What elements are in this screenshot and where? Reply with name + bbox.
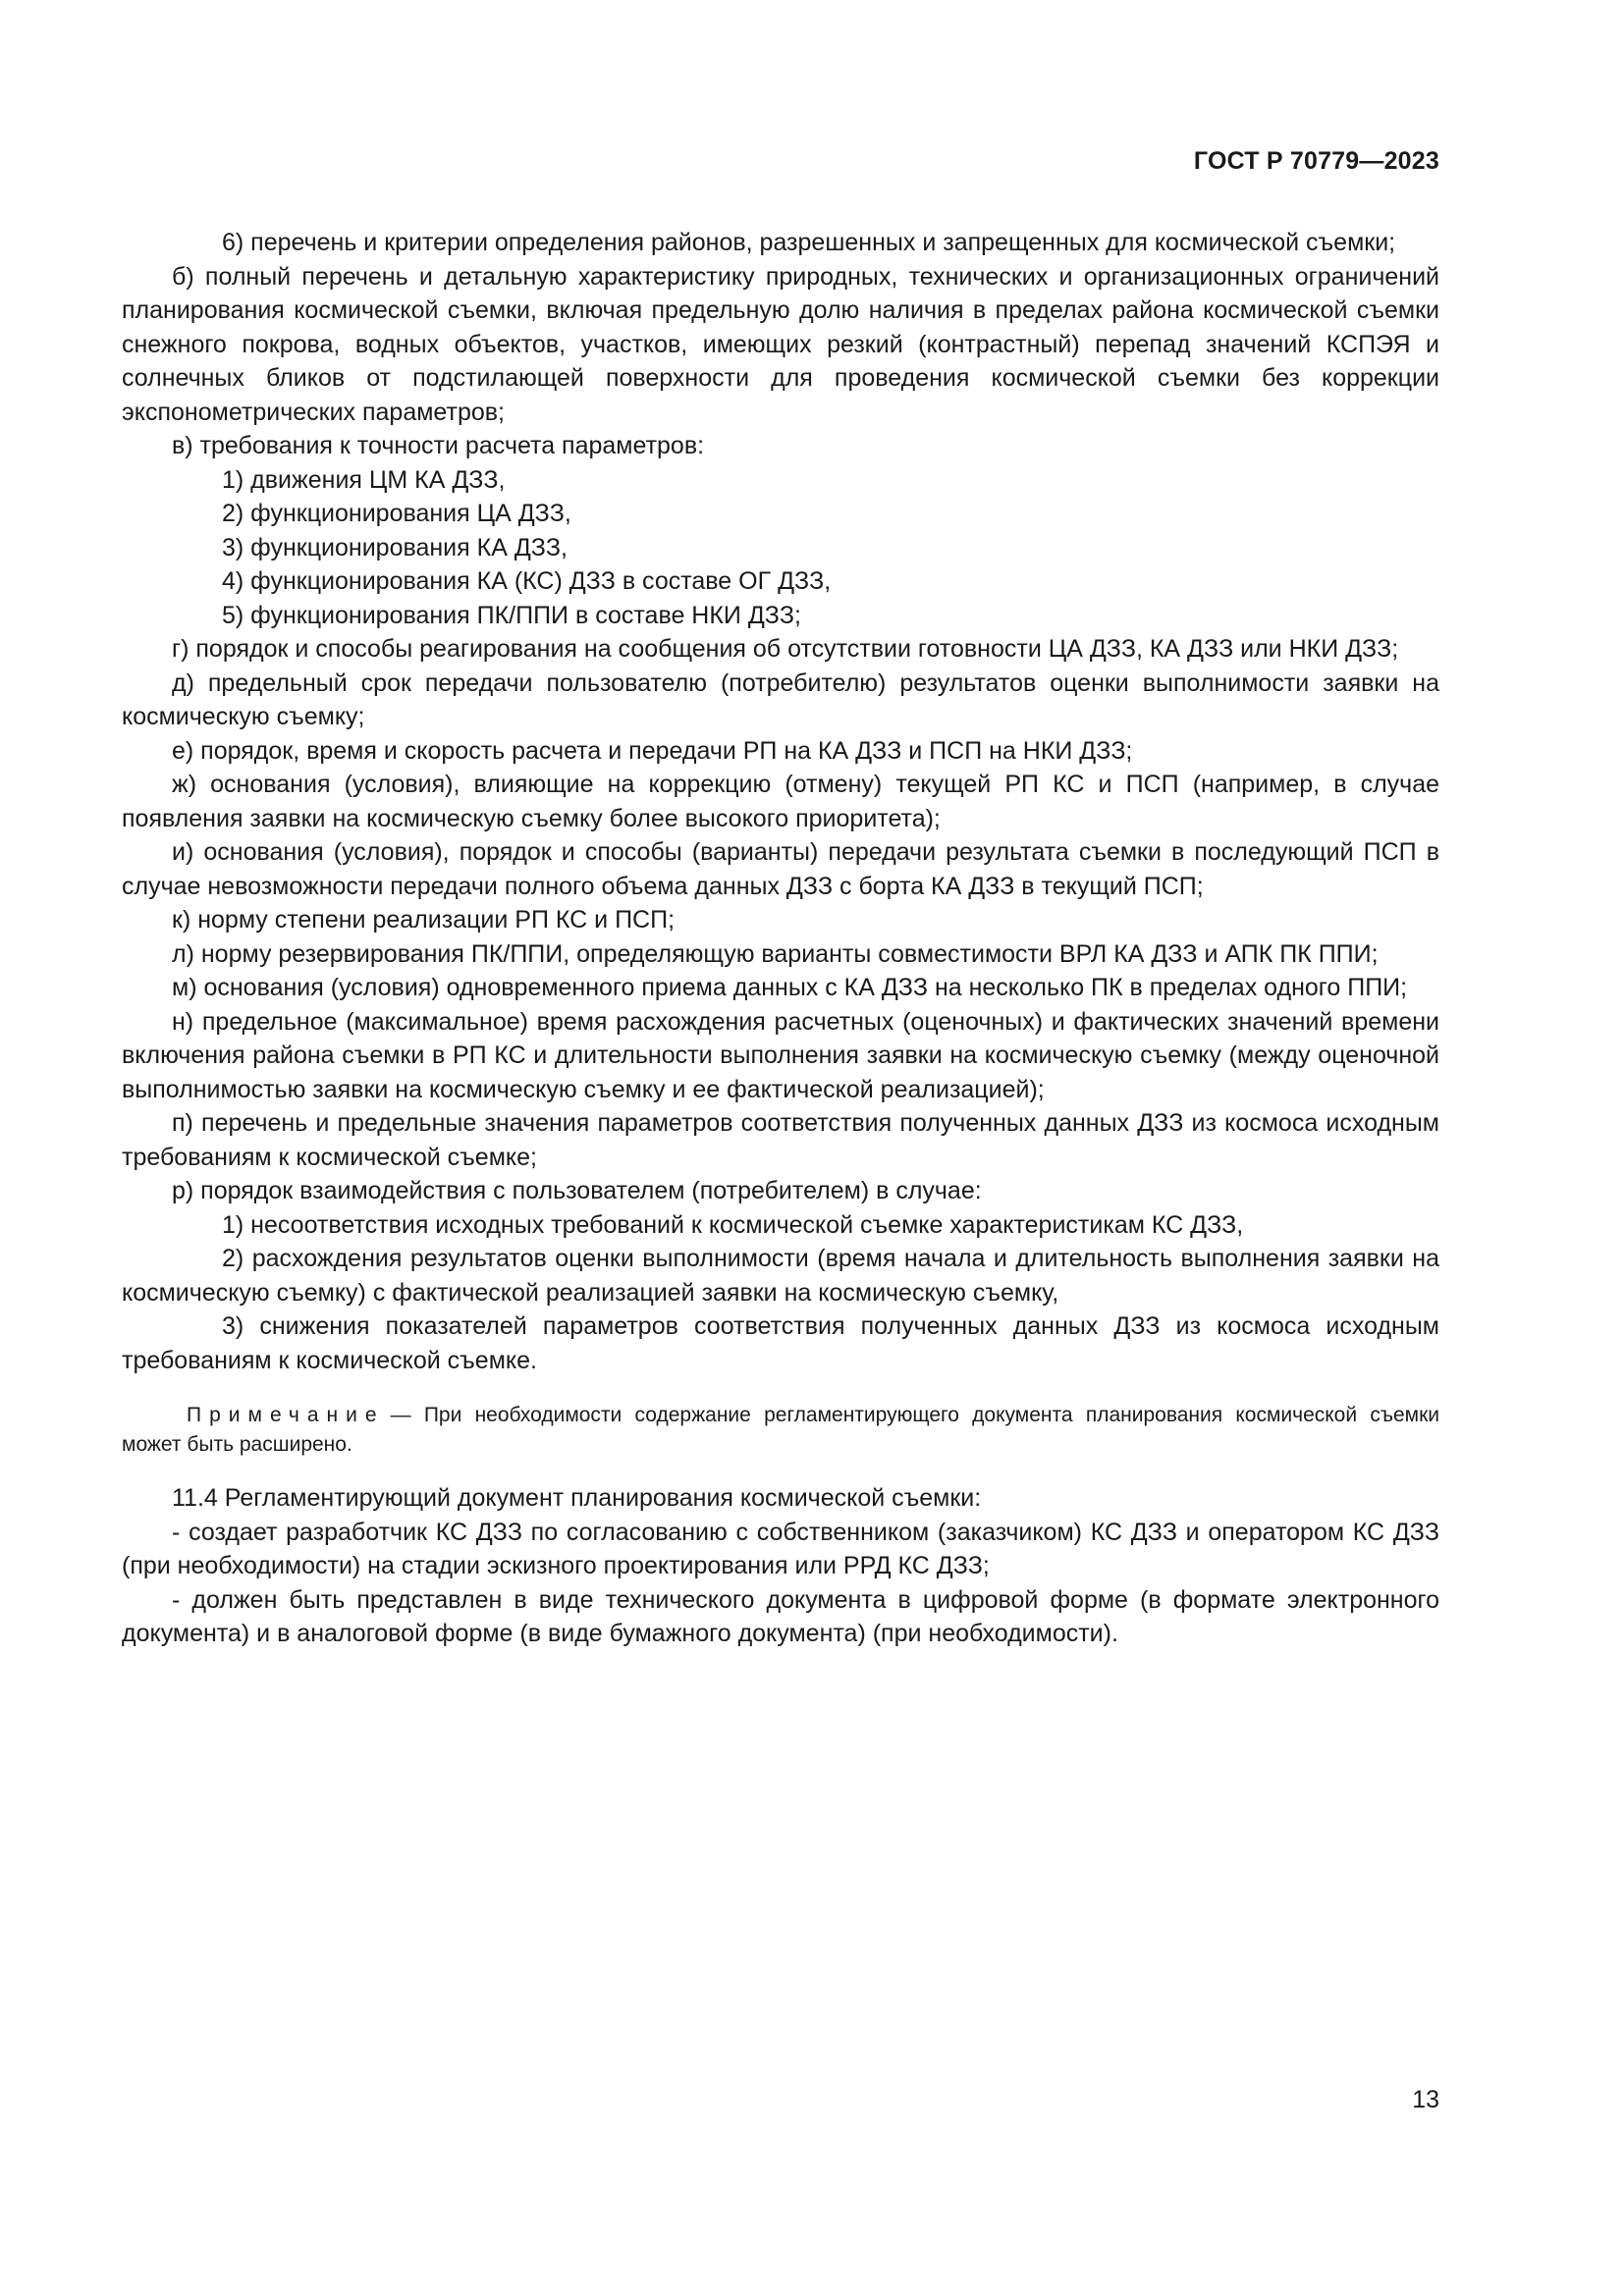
document-body xyxy=(122,226,1439,1651)
list-item-r: р) порядок взаимодействия с пользователем (потребителем) в случае: xyxy=(172,1177,982,1204)
list-item-n: н) предельное (максимальное) время расхождения расчетных (оценочных) и фактических значений времени включения района съемки в РП КС и длительности выполнения заявки на космическую съемку (между оценочной выполнимостью заявки на космическую съемку и ее фактической реализацией); xyxy=(122,1007,1439,1103)
note-paragraph xyxy=(122,1401,1439,1460)
subitem-accuracy-5: 5) функционирования ПК/ППИ в составе НКИ ДЗЗ; xyxy=(222,601,801,629)
note-label: Примечание xyxy=(187,1404,385,1426)
subitem-accuracy-2: 2) функционирования ЦА ДЗЗ, xyxy=(222,500,571,527)
section-heading: 11.4 Регламентирующий документ планирования космической съемки: xyxy=(172,1484,982,1512)
list-item-b: б) полный перечень и детальную характеристику природных, технических и организационных ограничений планирования космической съемки, включая предельную долю наличия в пределах района космической съемки снежного покрова, водных объектов, участков, имеющих резкий (контрастный) перепад значений КСПЭЯ и солнечных бликов от подстилающей поверхности для проведения космической съемки без коррекции экспонометрических параметров; xyxy=(122,262,1439,426)
list-item-zh: ж) основания (условия), влияющие на коррекцию (отмену) текущей РП КС и ПСП (например, в случае появления заявки на космическую съемку более высокого приоритета); xyxy=(122,771,1439,832)
note-text: — При необходимости содержание регламентирующего документа планирования космической съемки может быть расширено. xyxy=(122,1404,1439,1456)
list-item-g: г) порядок и способы реагирования на сообщения об отсутствии готовности ЦА ДЗЗ, КА ДЗЗ или НКИ ДЗЗ; xyxy=(172,635,1399,663)
page-number: 13 xyxy=(1412,2086,1439,2113)
subitem-interaction-1: 1) несоответствия исходных требований к космической съемке характеристикам КС ДЗЗ, xyxy=(222,1210,1244,1239)
list-item-k: к) норму степени реализации РП КС и ПСП; xyxy=(172,906,676,934)
list-item-v: в) требования к точности расчета параметров: xyxy=(172,432,705,459)
subitem-accuracy-4: 4) функционирования КА (КС) ДЗЗ в составе ОГ ДЗЗ, xyxy=(222,567,832,595)
document-number-header: ГОСТ Р 70779—2023 xyxy=(1193,147,1439,175)
subitem-interaction-2: 2) расхождения результатов оценки выполнимости (время начала и длительность выполнения заявки на космическую съемку) с фактической реализацией заявки на космическую съемку, xyxy=(122,1245,1439,1307)
subitem-accuracy-3: 3) функционирования КА ДЗЗ, xyxy=(222,533,568,561)
subitem-interaction-3: 3) снижения показателей параметров соответствия полученных данных ДЗЗ из космоса исходным требованиям к космической съемке. xyxy=(122,1312,1439,1374)
subitem-accuracy-1: 1) движения ЦМ КА ДЗЗ, xyxy=(222,465,506,494)
list-item-6: 6) перечень и критерии определения районов, разрешенных и запрещенных для космической съемки; xyxy=(222,229,1396,256)
list-item-p: п) перечень и предельные значения параметров соответствия полученных данных ДЗЗ из космоса исходным требованиям к космической съемке; xyxy=(122,1109,1439,1171)
list-item-e: е) порядок, время и скорость расчета и передачи РП на КА ДЗЗ и ПСП на НКИ ДЗЗ; xyxy=(172,736,1133,765)
section-bullet-2: - должен быть представлен в виде технического документа в цифровой форме (в формате электронного документа) и в аналоговой форме (в виде бумажного документа) (при необходимости). xyxy=(122,1585,1439,1647)
section-bullet-1: - создает разработчик КС ДЗЗ по согласованию с собственником (заказчиком) КС ДЗЗ и оператором КС ДЗЗ (при необходимости) на стадии эскизного проектирования или РРД КС ДЗЗ; xyxy=(122,1518,1439,1579)
section-11-4 xyxy=(122,1481,1439,1651)
list-item-m: м) основания (условия) одновременного приема данных с КА ДЗЗ на несколько ПК в пределах одного ППИ; xyxy=(172,974,1408,1001)
list-item-l: л) норму резервирования ПК/ППИ, определяющую варианты совместимости ВРЛ КА ДЗЗ и АПК ПК ППИ; xyxy=(172,939,1379,968)
list-item-i: и) основания (условия), порядок и способы (варианты) передачи результата съемки в последующий ПСП в случае невозможности передачи полного объема данных ДЗЗ с борта КА ДЗЗ в текущий ПСП; xyxy=(122,838,1439,900)
list-item-d: д) предельный срок передачи пользователю (потребителю) результатов оценки выполнимости заявки на космическую съемку; xyxy=(122,668,1439,730)
